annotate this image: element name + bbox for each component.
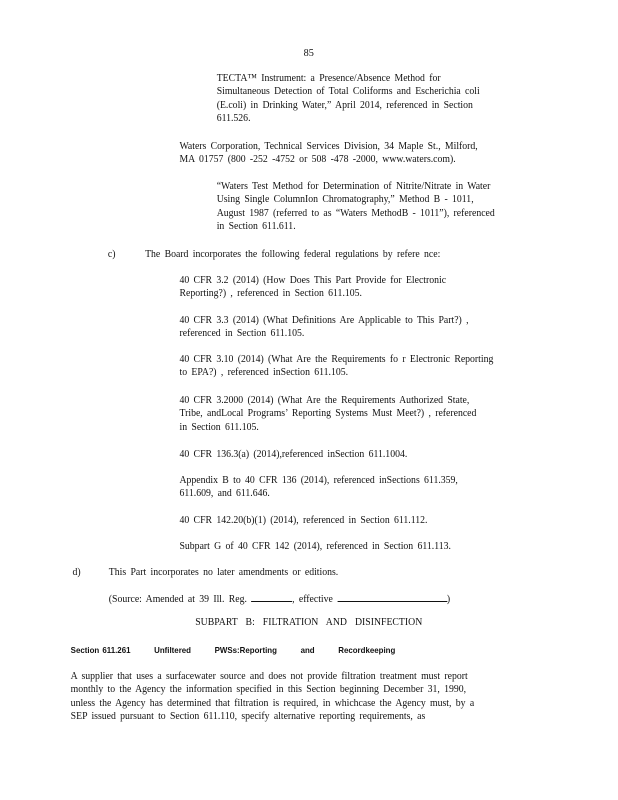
ref-line: in Section 611.611. bbox=[216, 220, 296, 232]
federal-reg-item bbox=[179, 353, 493, 380]
ref-line: TECTA™ Instrument: a Presence/Absence Method for bbox=[216, 73, 441, 84]
federal-reg-item bbox=[179, 540, 450, 553]
subsection-label-d: d) bbox=[72, 567, 81, 578]
item-line: Reporting?) , referenced in Section 611.105. bbox=[179, 288, 362, 300]
item-line: 40 CFR 3.10 (2014) (What Are the Requirements fo r Electronic Reporting bbox=[179, 354, 494, 365]
section-number: Section 611.261 bbox=[70, 645, 131, 655]
federal-reg-item bbox=[179, 448, 407, 461]
reference-tecta bbox=[217, 72, 480, 125]
page-number: 85 bbox=[303, 47, 314, 59]
item-line: 611.609, and 611.646. bbox=[179, 488, 270, 500]
body-line: A supplier that uses a surfacewater source and does not provide filtration treatment must report bbox=[70, 671, 468, 682]
item-line: 40 CFR 3.3 (2014) (What Definitions Are Applicable to This Part?) , bbox=[179, 315, 469, 326]
reference-waters-corporation bbox=[179, 140, 477, 167]
blank-line bbox=[337, 592, 447, 602]
ref-line: Simultaneous Detection of Total Coliforms and Escherichia coli bbox=[216, 86, 480, 98]
blank-line bbox=[251, 592, 292, 602]
item-line: 40 CFR 142.20(b)(1) (2014), referenced in Section 611.112. bbox=[179, 515, 428, 526]
subsection-c-intro: The Board incorporates the following federal regulations by refere nce: bbox=[145, 249, 441, 260]
ref-line: Using Single ColumnIon Chromatography,” Method B - 1011, bbox=[216, 194, 474, 206]
item-line: in Section 611.105. bbox=[179, 421, 259, 433]
ref-line: August 1987 (referred to as “Waters MethodB - 1011”), referenced bbox=[216, 207, 495, 219]
item-line: referenced in Section 611.105. bbox=[179, 328, 305, 340]
section-title-part: Recordkeeping bbox=[338, 645, 396, 655]
item-line: Appendix B to 40 CFR 136 (2014), referenced inSections 611.359, bbox=[179, 475, 458, 486]
item-line: 40 CFR 3.2 (2014) (How Does This Part Provide for Electronic bbox=[179, 275, 447, 286]
item-line: 40 CFR 136.3(a) (2014),referenced inSection 611.1004. bbox=[179, 449, 408, 460]
federal-reg-item bbox=[179, 394, 476, 434]
federal-reg-item bbox=[179, 474, 457, 501]
section-title-part: and bbox=[300, 645, 315, 655]
ref-line: MA 01757 (800 -252 -4752 or 508 -478 -2000, www.waters.com). bbox=[179, 154, 456, 166]
section-title-part: Unfiltered bbox=[154, 645, 191, 655]
item-line: to EPA?) , referenced inSection 611.105. bbox=[179, 367, 349, 379]
source-mid: , effective bbox=[292, 594, 333, 605]
body-line: SEP issued pursuant to Section 611.110, specify alternative reporting requirements, as bbox=[70, 710, 426, 722]
item-line: 40 CFR 3.2000 (2014) (What Are the Requirements Authorized State, bbox=[179, 395, 470, 406]
subsection-label-c: c) bbox=[107, 249, 116, 260]
federal-reg-item bbox=[179, 274, 446, 301]
item-line: Tribe, andLocal Programs’ Reporting Systems Must Meet?) , referenced bbox=[179, 408, 477, 420]
section-heading bbox=[71, 644, 416, 657]
body-line: monthly to the Agency the information specified in this Section beginning December 31, 1990, bbox=[70, 684, 467, 696]
ref-line: Waters Corporation, Technical Services Division, 34 Maple St., Milford, bbox=[179, 141, 478, 152]
subpart-heading: SUBPART B: FILTRATION AND DISINFECTION bbox=[195, 617, 423, 628]
body-paragraph bbox=[71, 670, 474, 723]
federal-reg-item bbox=[179, 314, 468, 341]
reference-waters-method bbox=[217, 180, 495, 233]
ref-line: 611.526. bbox=[216, 112, 251, 124]
source-note bbox=[109, 592, 450, 606]
item-line: Subpart G of 40 CFR 142 (2014), referenced in Section 611.113. bbox=[179, 541, 451, 552]
body-line: unless the Agency has determined that filtration is required, in whichcase the Agency must, by a bbox=[70, 697, 475, 709]
section-title-part: PWSs:Reporting bbox=[214, 645, 277, 655]
source-prefix: (Source: Amended at 39 Ill. Reg. bbox=[108, 594, 247, 605]
federal-reg-item bbox=[179, 514, 427, 527]
source-suffix: ) bbox=[446, 594, 451, 605]
subsection-d-text: This Part incorporates no later amendments or editions. bbox=[108, 567, 339, 578]
ref-line: (E.coli) in Drinking Water,” April 2014, referenced in Section bbox=[216, 99, 473, 111]
ref-line: “Waters Test Method for Determination of Nitrite/Nitrate in Water bbox=[216, 181, 491, 192]
